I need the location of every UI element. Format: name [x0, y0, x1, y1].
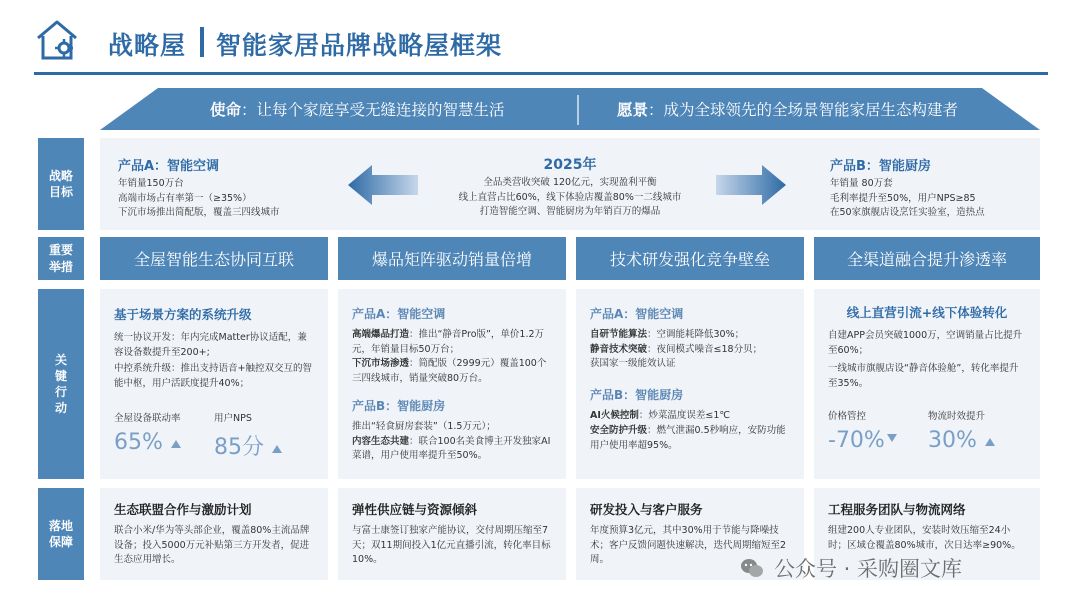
- action-item: 内容生态共建：联合100名美食博主开发独家AI菜谱，用户使用率提升至50%。: [352, 435, 551, 462]
- guarantee-text: 组建200人专业团队，安装时效压缩至24小时；区域仓覆盖80%城市，次日达率≥90%。: [828, 525, 1021, 551]
- guarantee-text: 与富士康签订独家产能协议，交付周期压缩至7天；双11期间投入1亿元直播引流，转化率目标10%。: [352, 525, 551, 566]
- trend-up-icon: [272, 445, 282, 453]
- vision-text: 愿景：成为全球领先的全场景智能家居生态构建者: [617, 101, 959, 119]
- guarantee-title: 工程服务团队与物流网络: [828, 502, 966, 517]
- guarantee-title: 生态联盟合作与激励计划: [114, 502, 252, 517]
- mission-text: 使命：让每个家庭享受无缝连接的智慧生活: [210, 101, 505, 119]
- metric-value: 65%: [114, 429, 163, 455]
- roof-divider: [577, 95, 579, 125]
- product-a-title: 产品A：智能空调: [352, 307, 446, 321]
- row-label-goals: 战略 目标: [38, 138, 84, 230]
- metric-value: -70%: [828, 427, 885, 453]
- action-col-1: [100, 289, 328, 479]
- guarantee-text: 联合小米/华为等头部企业，覆盖80%主流品牌设备；投入5000万元补贴第三方开发者，促进生态应用增长。: [114, 525, 310, 566]
- row-label-initiatives: 重要 举措: [38, 237, 84, 280]
- trend-down-icon: [887, 434, 897, 442]
- action-item: 静音技术突破：夜间模式噪音≤18分贝；: [590, 343, 763, 355]
- goal-right: 产品B：智能厨房 年销量 80万套 毛利率提升至50%，用户NPS≥85 在50家旗舰店设烹饪实验室，造热点: [830, 155, 1030, 221]
- goal-right-line: 年销量 80万套: [830, 178, 893, 189]
- goal-center-line: 线上直营占比60%，线下体验店覆盖80%一二线城市: [458, 191, 682, 203]
- action-col-4-p2: 一线城市旗舰店设“静音体验舱”，转化率提升至35%。: [828, 363, 1019, 390]
- goal-center: 2025年 全品类营收突破 120亿元，实现盈利平衡 线上直营占比60%，线下体验店覆盖80%一二线城市 打造智能空调、智能厨房为年销百万的爆品: [440, 154, 700, 220]
- guarantee-text: 年度预算3亿元，其中30%用于节能与降噪技术；客户反馈问题快速解决，迭代周期缩短至2周。: [590, 525, 787, 566]
- guarantee-title: 研发投入与客户服务: [590, 502, 703, 517]
- action-col-1-title: 基于场景方案的系统升级: [114, 307, 252, 322]
- wechat-icon: [740, 557, 764, 579]
- action-item: 下沉市场渗透：简配版（2999元）覆盖100个三四线城市，销量突破80万台。: [352, 358, 547, 385]
- goal-center-line: 全品类营收突破 120亿元，实现盈利平衡: [483, 177, 657, 188]
- trend-up-icon: [171, 440, 181, 448]
- action-item: AI火候控制：炒菜温度误差≤1℃: [590, 410, 731, 422]
- guarantee-card: [100, 488, 328, 580]
- action-col-1-p1: 统一协议开发：年内完成Matter协议适配，兼容设备数提升至200+;: [114, 332, 307, 358]
- header-rule: [34, 72, 1048, 75]
- action-item: 获国家一级能效认证: [590, 358, 676, 370]
- action-col-2: [338, 289, 566, 479]
- goal-left-line: 高端市场占有率第一（≥35%）: [118, 192, 252, 204]
- metric-label: 全屋设备联动率: [114, 412, 181, 424]
- action-col-1-p2: 中控系统升级：推出支持语音+触控双交互的智能中枢，用户活跃度提升40%；: [114, 363, 312, 390]
- initiative-1: 全屋智能生态协同互联: [100, 237, 328, 280]
- initiative-3: 技术研发强化竞争壁垒: [576, 237, 804, 280]
- action-col-4-title: 线上直营引流+线下体验转化: [846, 305, 1008, 320]
- page-title-prefix: 战略屋: [108, 31, 187, 60]
- row-label-actions: 关 键 行 动: [38, 289, 84, 479]
- goal-center-line: 打造智能空调、智能厨房为年销百万的爆品: [479, 206, 661, 218]
- house-gear-icon: [34, 18, 80, 62]
- metric-label: 价格管控: [828, 410, 867, 422]
- arrow-right-icon: [716, 163, 786, 207]
- action-item: 安全防护升级：燃气泄漏0.5秒响应，安防功能用户使用率超95%。: [590, 424, 786, 451]
- action-item: 自研节能算法：空调能耗降低30%；: [590, 329, 745, 340]
- guarantee-title: 弹性供应链与资源倾斜: [352, 502, 478, 517]
- action-item: 高端爆品打造：推出“静音Pro版”，单价1.2万元，年销量目标50万台；: [352, 329, 545, 355]
- goal-right-line: 在50家旗舰店设烹饪实验室，造热点: [830, 207, 985, 219]
- product-b-title: 产品B：智能厨房: [352, 398, 446, 413]
- action-item: 推出“轻食厨房套装”（1.5万元）；: [352, 420, 496, 432]
- title-divider: [200, 27, 204, 57]
- product-a-title: 产品A：智能空调: [590, 307, 684, 321]
- action-col-3: [576, 289, 804, 479]
- watermark: 公众号 · 采购圈文库: [740, 553, 962, 583]
- guarantee-card: [338, 488, 566, 580]
- initiative-4: 全渠道融合提升渗透率: [814, 237, 1040, 280]
- metric-value: 30%: [928, 427, 977, 453]
- action-col-4-p1: 自建APP会员突破1000万，空调销量占比提升至60%；: [828, 330, 1023, 356]
- goal-left: 产品A：智能空调 年销量150万台 高端市场占有率第一（≥35%） 下沉市场推出简配版，覆盖三四线城市: [118, 155, 348, 221]
- metric-label: 物流时效提升: [928, 410, 986, 422]
- row-label-guarantee: 落地 保障: [38, 488, 84, 580]
- goal-left-line: 年销量150万台: [118, 178, 184, 189]
- product-b-title: 产品B：智能厨房: [590, 388, 684, 403]
- metric-value: 85分: [214, 434, 264, 460]
- metric-label: 用户NPS: [214, 412, 252, 424]
- arrow-left-icon: [348, 163, 418, 207]
- trend-up-icon: [985, 438, 995, 446]
- goal-left-line: 下沉市场推出简配版，覆盖三四线城市: [118, 207, 280, 219]
- initiative-2: 爆品矩阵驱动销量倍增: [338, 237, 566, 280]
- page-title: 智能家居品牌战略屋框架: [216, 31, 503, 60]
- goal-right-line: 毛利率提升至50%，用户NPS≥85: [830, 192, 976, 204]
- action-col-4: [814, 289, 1040, 479]
